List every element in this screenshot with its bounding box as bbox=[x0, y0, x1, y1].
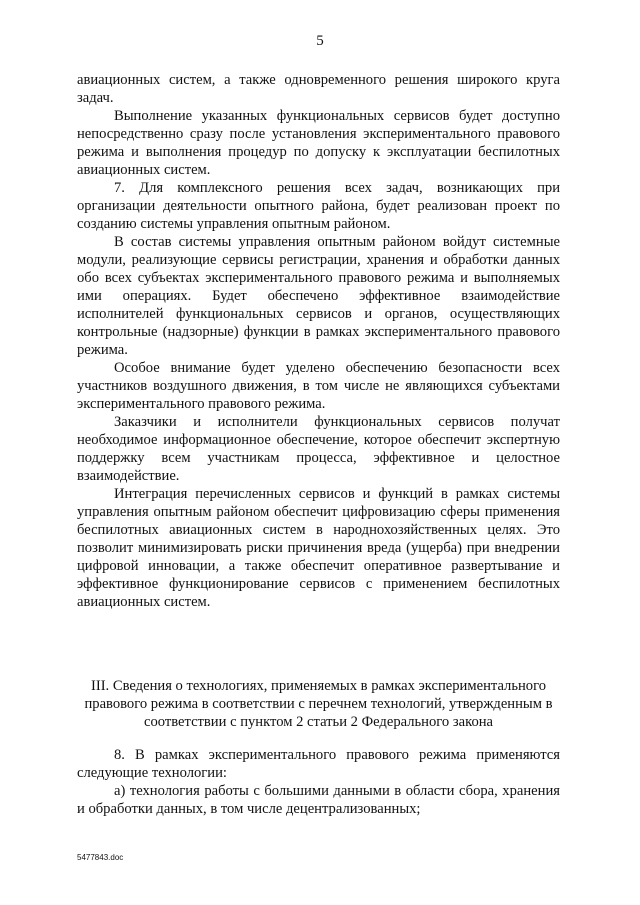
section-heading-line: правового режима в соответствии с перечнем технологий, утвержденным в bbox=[84, 696, 553, 712]
paragraph-item-8: 8. В рамках экспериментального правового режима применяются следующие технологии: bbox=[77, 747, 560, 781]
paragraph: Интеграция перечисленных сервисов и функций в рамках системы управления опытным районом обеспечит цифровизацию сферы применения беспилотных авиационных систем в народнохозяйственных целях. Это позволит минимизировать риски причинения вреда (ущерба) при внедрении цифровой инновации, а также обеспечит оперативное развертывание и эффективное функционирование сервисов с применением беспилотных авиационных систем. bbox=[77, 486, 560, 610]
paragraph: Выполнение указанных функциональных сервисов будет доступно непосредственно сразу после установления экспериментального правового режима и выполнения процедур по допуску к эксплуатации беспилотных авиационных систем. bbox=[77, 108, 560, 178]
paragraph: В состав системы управления опытным районом войдут системные модули, реализующие сервисы регистрации, хранения и обработки данных обо всех субъектах экспериментального правового режима и выполняемых ими операциях. Будет обеспечено эффективное взаимодействие исполнителей функциональных сервисов и органов, осуществляющих контрольные (надзорные) функции в рамках экспериментального правового режима. bbox=[77, 234, 560, 358]
paragraph: Особое внимание будет уделено обеспечению безопасности всех участников воздушного движения, в том числе не являющихся субъектами экспериментального правового режима. bbox=[77, 360, 560, 412]
post-section-text bbox=[77, 746, 560, 818]
footer-filename: 5477843.doc bbox=[77, 853, 124, 862]
section-heading bbox=[77, 677, 560, 731]
paragraph: Заказчики и исполнители функциональных сервисов получат необходимое информационное обеспечение, которое обеспечит экспертную поддержку всем участникам процесса, эффективное и целостное взаимодействие. bbox=[77, 414, 560, 484]
page-number: 5 bbox=[316, 33, 324, 49]
paragraph-item-7: 7. Для комплексного решения всех задач, возникающих при организации деятельности опытного района, будет реализован проект по созданию системы управления опытным районом. bbox=[77, 180, 560, 232]
section-heading-line: III. Сведения о технологиях, применяемых в рамках экспериментального bbox=[90, 678, 547, 694]
list-item-a: а) технология работы с большими данными в области сбора, хранения и обработки данных, в том числе децентрализованных; bbox=[77, 783, 560, 817]
body-text bbox=[77, 71, 560, 611]
paragraph-continuation: авиационных систем, а также одновременного решения широкого круга задач. bbox=[77, 72, 560, 106]
section-heading-line: соответствии с пунктом 2 статьи 2 Федерального закона bbox=[143, 714, 494, 730]
